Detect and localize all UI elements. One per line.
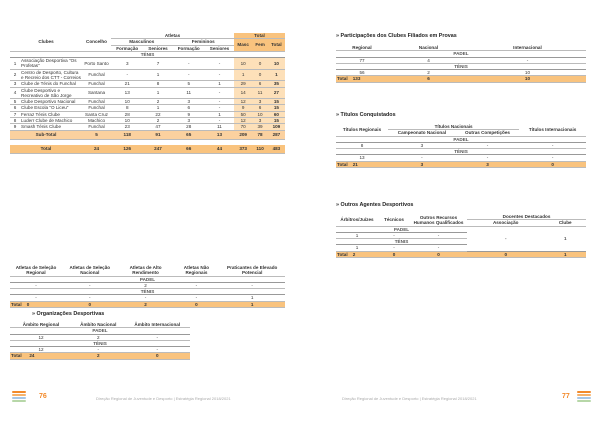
cell-sm: 47 (143, 124, 172, 130)
agents-table (336, 214, 586, 258)
part-h1: Nacional (388, 45, 469, 51)
cell-club: Centro de Desporto, Cultura e Recreio dos CTT - Correios (21, 69, 81, 80)
org-table (10, 322, 190, 360)
cell-total: 35 (268, 81, 285, 87)
cell-club: Associação Desportiva "Os Profetas" (20, 58, 82, 70)
agents-total-2: 0 (410, 251, 467, 257)
cell-fm: 8 (111, 105, 143, 111)
cell-ff: - (173, 58, 205, 70)
agents-h-clube: Clube (544, 220, 586, 226)
cell-sm: 2 (143, 99, 172, 105)
header-concelho: Concelho (82, 33, 111, 51)
agents-total-val0: 2 (352, 251, 356, 257)
total-fem: 110 (252, 145, 268, 154)
agents-padel-2: - (410, 232, 467, 238)
cell-masc: 12 (234, 99, 252, 105)
participations-table (336, 45, 586, 83)
cell-fem: 6 (252, 81, 268, 87)
cell-total: 109 (268, 124, 285, 130)
cell-masc: 70 (234, 124, 252, 130)
header-seniores-m: Seniores (143, 45, 172, 51)
ath-h1: Atletas de Seleção Nacional (62, 265, 118, 276)
ath-padel-2: 2 (118, 282, 174, 288)
org-h1: Âmbito Nacional (72, 322, 125, 328)
ath-h0: Atletas de Seleção Regional (10, 265, 62, 276)
org-total-val0: 24 (29, 353, 35, 359)
ath-tenis-1: - (62, 295, 118, 301)
ath-tenis-0: - (10, 295, 62, 301)
subtotal-label: Sub-Total (10, 130, 82, 139)
cell-club: Clube Desportivo Nacional (20, 99, 82, 105)
cell-n: 5 (10, 99, 20, 105)
titles-table (336, 124, 586, 168)
cell-sf: 11 (205, 124, 234, 130)
ath-total-3: 0 (174, 301, 220, 307)
ath-padel-4: - (219, 282, 285, 288)
modality-label: TÉNIS (10, 51, 285, 57)
cell-ff: 3 (173, 99, 205, 105)
org-h0: Âmbito Regional (10, 322, 72, 328)
titles-title: » Títulos Conquistados (336, 112, 396, 118)
org-total-0 (10, 353, 72, 359)
agents-tenis-2: - (410, 245, 467, 251)
cell-fem: 3 (252, 117, 268, 123)
org-total-label: Total (11, 353, 22, 359)
org-total-2: 0 (125, 353, 190, 359)
cell-masc: 12 (234, 117, 252, 123)
titles-h-nacional: Títulos Nacionais (388, 124, 519, 130)
titles-padel-3: - (519, 142, 586, 148)
agents-total-1: 0 (378, 251, 410, 257)
cell-fm: 28 (111, 111, 143, 117)
cell-n: 3 (10, 81, 20, 87)
titles-tenis-2: - (456, 155, 519, 161)
cell-ff: 6 (173, 105, 205, 111)
cell-masc: 50 (234, 111, 252, 117)
cell-concelho: Funchal (82, 124, 111, 130)
cell-fm: 21 (111, 81, 143, 87)
cell-fem: 3 (252, 99, 268, 105)
cell-masc: 9 (234, 105, 252, 111)
header-femininos: Femininos (173, 39, 235, 45)
table-row (10, 58, 285, 70)
cell-n: 8 (10, 117, 20, 123)
agents-h-arbitros: Árbitros/Juízes (336, 214, 378, 226)
part-total-val0: 133 (352, 76, 361, 82)
cell-fm: 3 (111, 58, 143, 70)
agents-docentes-clube: 1 (544, 226, 586, 251)
titles-h-internacional: Títulos Internacionais (519, 124, 586, 136)
cell-fem: 6 (252, 105, 268, 111)
total-label: Total (10, 145, 82, 154)
athletes-table (10, 265, 285, 308)
ath-total-0 (10, 301, 62, 307)
ath-total-4: 1 (219, 301, 285, 307)
clubs-table (10, 33, 285, 154)
cell-fem: 0 (252, 69, 268, 81)
cell-fm: 23 (111, 124, 143, 130)
cell-masc: 10 (234, 58, 252, 70)
cell-n: 9 (10, 124, 20, 130)
cell-sf: - (205, 99, 234, 105)
agents-h-docentes: Docentes Destacados (467, 214, 586, 220)
header-clubes: Clubes (10, 33, 82, 51)
cell-sm: 22 (143, 111, 172, 117)
cell-concelho: Machico (82, 117, 111, 123)
agents-tenis-label: TÉNIS (336, 239, 467, 245)
part-total-2: 10 (469, 76, 586, 82)
part-total-0 (336, 76, 388, 82)
part-tenis-1: 2 (388, 70, 469, 76)
ath-total-label: Total (11, 301, 22, 307)
cell-n: 7 (10, 111, 20, 117)
total-sf: 44 (205, 145, 234, 154)
ath-padel-1: - (62, 282, 118, 288)
org-total-1: 2 (72, 353, 125, 359)
cell-ff: 11 (173, 87, 205, 99)
cell-total: 15 (268, 117, 285, 123)
part-total-label: Total (337, 76, 348, 82)
agents-total-0 (336, 251, 378, 257)
cell-total: 15 (268, 105, 285, 111)
cell-sm: 8 (143, 81, 172, 87)
cell-sm: 1 (143, 105, 172, 111)
cell-sf: - (205, 87, 234, 99)
cell-club: Ferraz Ténis Clube (20, 111, 82, 117)
header-masc: Masc (234, 39, 252, 52)
cell-ff: 5 (173, 81, 205, 87)
cell-total: 15 (268, 99, 285, 105)
agents-padel-label: PADEL (336, 226, 467, 232)
titles-total-1: 3 (388, 161, 456, 167)
cell-n: 4 (10, 87, 20, 99)
cell-sf: 1 (205, 111, 234, 117)
cell-sf: - (205, 117, 234, 123)
cell-concelho: Porto Santo (82, 58, 111, 70)
agents-h-outros: Outros Recursos Humanos Qualificados (410, 214, 467, 226)
org-title: » Organizações Desportivas (32, 311, 105, 317)
agents-h-associacao: Associação (467, 220, 544, 226)
cell-club: Clube Desportivo e Recreativo de São Jorge (20, 87, 82, 99)
cell-fem: 10 (252, 111, 268, 117)
cell-fem: 0 (252, 58, 268, 70)
total-concelho: 24 (82, 145, 111, 154)
subtotal-total: 287 (268, 130, 285, 139)
agents-total-3: 0 (467, 251, 544, 257)
titles-h-regional: Títulos Regionais (336, 124, 388, 136)
cell-total: 1 (268, 69, 285, 81)
org-tenis-2: - (125, 347, 190, 353)
subtotal-ff: 65 (173, 130, 205, 139)
ath-padel-0: - (10, 282, 62, 288)
cell-sf: - (205, 69, 234, 81)
header-total-short: Total (268, 39, 285, 52)
ath-padel-label: PADEL (10, 276, 285, 282)
titles-padel-1: 3 (388, 142, 456, 148)
cell-n: 6 (10, 105, 20, 111)
cell-club: Smash Ténis Clube (20, 124, 82, 130)
header-formacao-f: Formação (173, 45, 205, 51)
ath-padel-3: - (174, 282, 220, 288)
part-padel-0: 77 (336, 57, 388, 63)
titles-tenis-3: - (519, 155, 586, 161)
titles-tenis-0: 13 (336, 155, 388, 161)
subtotal-sf: 13 (205, 130, 234, 139)
titles-padel-label: PADEL (336, 136, 586, 142)
cell-club: Luderr Clube de Machico (20, 117, 82, 123)
cell-sf: - (205, 58, 234, 70)
part-total-1: 6 (388, 76, 469, 82)
ath-total-1: 0 (62, 301, 118, 307)
cell-total: 27 (268, 87, 285, 99)
cell-n: 2 (10, 69, 20, 81)
table-row (10, 69, 285, 81)
part-padel-1: 4 (388, 57, 469, 63)
part-tenis-2: 10 (469, 70, 586, 76)
titles-total-2: 3 (456, 161, 519, 167)
header-fem: Fem (252, 39, 268, 52)
cell-sf: 1 (205, 81, 234, 87)
total-fm: 126 (111, 145, 143, 154)
header-seniores-f: Seniores (205, 45, 234, 51)
agents-padel-1: - (378, 232, 410, 238)
cell-ff: 9 (173, 111, 205, 117)
page-number-left: 76 (39, 393, 47, 400)
agents-h-tecnicos: Técnicos (378, 214, 410, 226)
org-tenis-1: - (72, 347, 125, 353)
org-tenis-0: 12 (10, 347, 72, 353)
subtotal-fm: 118 (111, 130, 143, 139)
agents-total-label: Total (337, 251, 348, 257)
cell-fm: 10 (111, 99, 143, 105)
cell-ff: 28 (173, 124, 205, 130)
cell-sm: 1 (143, 69, 172, 81)
org-padel-2: - (125, 334, 190, 340)
cell-concelho: Funchal (82, 105, 111, 111)
cell-concelho: Santana (82, 87, 111, 99)
cell-fm: 10 (111, 117, 143, 123)
ath-tenis-3: - (174, 295, 220, 301)
cell-fm: 13 (111, 87, 143, 99)
ath-total-val0: 0 (26, 301, 30, 307)
ath-tenis-4: 1 (219, 295, 285, 301)
agents-padel-0: 1 (336, 232, 378, 238)
titles-tenis-1: - (388, 155, 456, 161)
participations-title: » Participações dos Clubes Filiados em Provas (336, 33, 457, 39)
header-total: Total (234, 33, 285, 39)
ath-total-2: 2 (118, 301, 174, 307)
titles-padel-0: 8 (336, 142, 388, 148)
page-number-right: 77 (562, 393, 570, 400)
cell-concelho: Funchal (82, 99, 111, 105)
ath-tenis-2: - (118, 295, 174, 301)
cell-fem: 39 (252, 124, 268, 130)
agents-tenis-1: - (378, 245, 410, 251)
titles-h-campeonato: Campeonato Nacional (388, 130, 456, 136)
agents-docentes-assoc: - (467, 226, 544, 251)
part-tenis-0: 56 (336, 70, 388, 76)
cell-masc: 14 (234, 87, 252, 99)
titles-tenis-label: TÉNIS (336, 149, 586, 155)
cell-fem: 11 (252, 87, 268, 99)
total-masc: 373 (234, 145, 252, 154)
org-padel-0: 12 (10, 334, 72, 340)
part-padel-label: PADEL (336, 51, 586, 57)
cell-sf: - (205, 105, 234, 111)
subtotal-masc: 209 (234, 130, 252, 139)
titles-total-0 (336, 161, 388, 167)
cell-concelho: Santa Cruz (82, 111, 111, 117)
part-h2: Internacional (469, 45, 586, 51)
part-tenis-label: TÉNIS (336, 63, 586, 69)
titles-padel-2: - (456, 142, 519, 148)
agents-title: » Outros Agentes Desportivos (336, 202, 414, 208)
cell-sm: 7 (143, 58, 172, 70)
subtotal-concelho: 5 (82, 130, 111, 139)
cell-total: 10 (268, 58, 285, 70)
table-row (10, 87, 285, 99)
cell-club: Clube de Ténis do Funchal (20, 81, 82, 87)
org-padel-label: PADEL (10, 328, 190, 334)
cell-masc: 1 (234, 69, 252, 81)
total-ff: 66 (173, 145, 205, 154)
subtotal-sm: 91 (143, 130, 172, 139)
stripes-logo-icon (12, 390, 26, 404)
header-atletas: Atletas (111, 33, 234, 39)
agents-total-4: 1 (544, 251, 586, 257)
total-sm: 247 (143, 145, 172, 154)
titles-total-val0: 21 (352, 161, 358, 167)
titles-total-label: Total (337, 161, 348, 167)
total-total: 483 (268, 145, 285, 154)
ath-tenis-label: TÉNIS (10, 289, 285, 295)
ath-h3: Atletas Não Regionais (174, 265, 220, 276)
cell-concelho: Funchal (82, 69, 111, 81)
cell-concelho: Funchal (82, 81, 111, 87)
part-padel-2: - (469, 57, 586, 63)
cell-sm: 1 (143, 87, 172, 99)
cell-n: 1 (10, 58, 20, 70)
org-h2: Âmbito Internacional (125, 322, 190, 328)
cell-ff: - (173, 69, 205, 81)
org-padel-1: 2 (72, 334, 125, 340)
cell-ff: 3 (173, 117, 205, 123)
footer-right: Direção Regional de Juventude e Desporto | Estratégia Regional 2018/2021 (342, 396, 477, 401)
header-masculinos: Masculinos (111, 39, 173, 45)
cell-club: Clube Escola "O Liceu" (20, 105, 82, 111)
ath-h2: Atletas de Alto Rendimento (118, 265, 174, 276)
header-formacao-m: Formação (111, 45, 143, 51)
cell-masc: 29 (234, 81, 252, 87)
ath-h4: Praticantes de Elevado Potencial (219, 265, 285, 276)
right-page (300, 0, 600, 424)
cell-fm: - (111, 69, 143, 81)
stripes-logo-icon (577, 390, 591, 404)
agents-tenis-0: 1 (336, 245, 378, 251)
cell-sm: 2 (143, 117, 172, 123)
titles-h-outras: Outras Competições (456, 130, 519, 136)
titles-total-3: 0 (519, 161, 586, 167)
cell-total: 60 (268, 111, 285, 117)
footer-left: Direção Regional de Juventude e Desporto | Estratégia Regional 2018/2021 (96, 396, 231, 401)
part-h0: Regional (336, 45, 388, 51)
org-tenis-label: TÉNIS (10, 340, 190, 346)
subtotal-fem: 78 (252, 130, 268, 139)
